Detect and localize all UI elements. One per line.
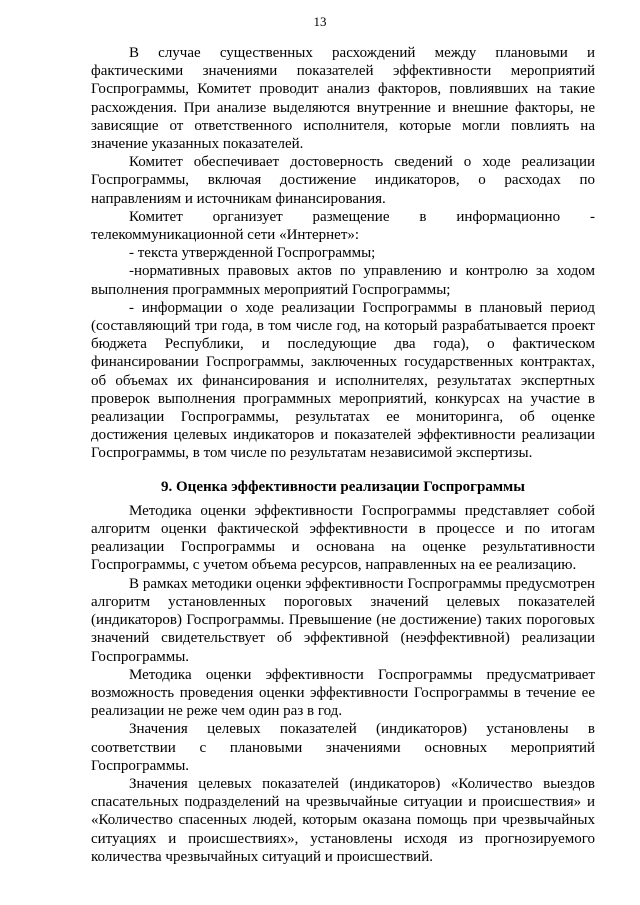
paragraph-rescue-indicators: Значения целевых показателей (индикаторов) «Количество выездов спасательных подразделений на чрезвычайные ситуации и происшествия» и «Количество спасенных людей, которым оказана помощь при чрезвычайных ситуациях и происшествиях», установлены исходя из прогнозируемого количества чрезвычайных ситуаций и происшествий. <box>91 775 595 865</box>
document-body <box>91 44 595 866</box>
paragraph-evaluation-frequency: Методика оценки эффективности Госпрограммы предусматривает возможность проведения оценки эффективности Госпрограммы в течение ее реализации не реже чем один раз в год. <box>91 666 595 720</box>
paragraph-methodology: Методика оценки эффективности Госпрограммы представляет собой алгоритм оценки фактической эффективности в процессе и по итогам реализации Госпрограммы и основана на оценке результативности Госпрограммы, с учетом объема ресурсов, направленных на ее реализацию. <box>91 502 595 574</box>
list-item-implementation-info: - информации о ходе реализации Госпрограммы в плановый период (составляющий три года, в том числе год, на который разрабатывается проект бюджета Республики, и последующие два года), о фактическом финансировании Госпрограммы, заключенных государственных контрактах, об объемах их финансирования и исполнителях, результатах экспертных проверок выполнения программных мероприятий, конкурсах на участие в реализации Госпрограммы, результатах ее мониторинга, об оценке достижения целевых индикаторов и показателей эффективности реализации Госпрограммы, в том числе по результатам независимой экспертизы. <box>91 299 595 462</box>
paragraph-discrepancy-analysis: В случае существенных расхождений между плановыми и фактическими значениями показателей эффективности мероприятий Госпрограммы, Комитет проводит анализ факторов, повлиявших на такие расхождения. При анализе выделяются внутренние и внешние факторы, не зависящие от ответственного исполнителя, которые могли повлиять на значение указанных показателей. <box>91 45 595 153</box>
section-heading: 9. Оценка эффективности реализации Госпрограммы <box>161 478 525 495</box>
paragraph-threshold-values: В рамках методики оценки эффективности Госпрограммы предусмотрен алгоритм установленных пороговых значений целевых показателей (индикаторов) Госпрограммы. Превышение (не достижение) таких пороговых значений свидетельствует об эффективной (неэффективной) реализации Госпрограммы. <box>91 575 595 665</box>
paragraph-target-values: Значения целевых показателей (индикаторов) установлены в соответствии с плановыми значениями основных мероприятий Госпрограммы. <box>91 721 595 774</box>
list-item-program-text: - текста утвержденной Госпрограммы; <box>129 245 376 262</box>
page-number: 13 <box>313 14 327 29</box>
paragraph-data-reliability: Комитет обеспечивает достоверность сведений о ходе реализации Госпрограммы, включая достижение индикаторов, о расходах по направлениям и источникам финансирования. <box>91 154 595 207</box>
paragraph-internet-publication: Комитет организует размещение в информационно - телекоммуникационной сети «Интернет»: <box>91 208 595 244</box>
list-item-legal-acts: -нормативных правовых актов по управлению и контролю за ходом выполнения программных мероприятий Госпрограммы; <box>91 263 595 298</box>
